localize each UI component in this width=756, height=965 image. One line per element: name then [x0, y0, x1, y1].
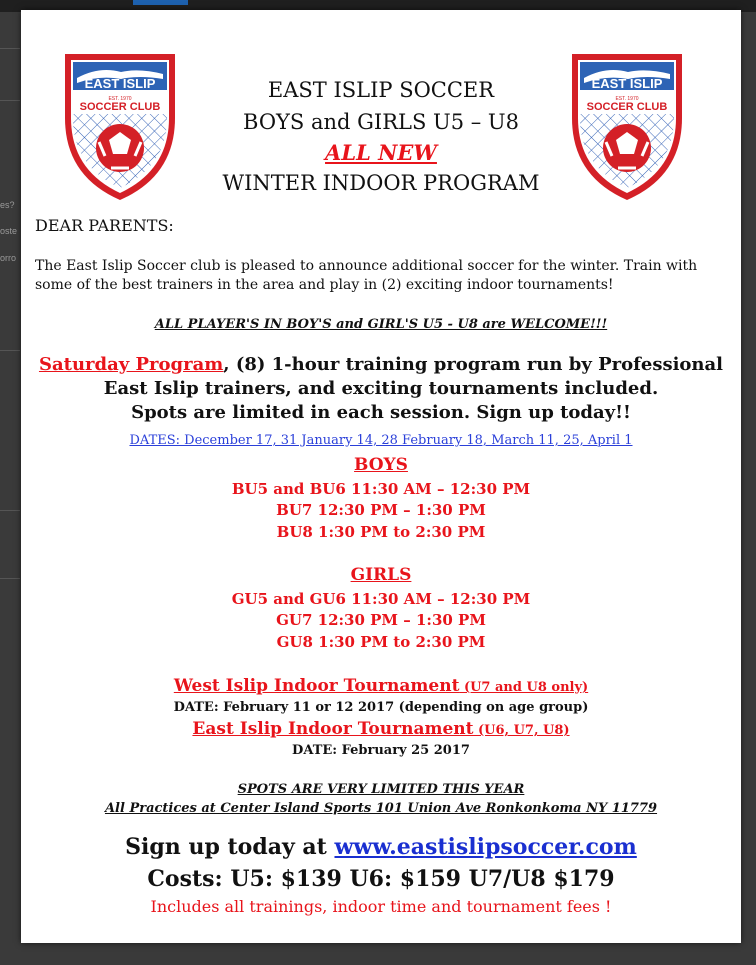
boys-time-3: BU8 1:30 PM to 2:30 PM	[276, 523, 486, 541]
saturday-line-2: East Islip trainers, and exciting tournaments included.	[103, 378, 659, 399]
east-tournament	[21, 719, 741, 739]
background-divider	[0, 578, 20, 579]
boys-time-2: BU7 12:30 PM – 1:30 PM	[276, 501, 486, 519]
includes-line: Includes all trainings, indoor time and tournament fees !	[150, 897, 612, 916]
logo-top-text: EAST ISLIP	[591, 76, 663, 91]
east-tournament-note: (U6, U7, U8)	[473, 723, 570, 738]
background-divider	[0, 48, 20, 49]
background-text-fragment: es?	[0, 200, 15, 210]
program-dates: DATES: December 17, 31 January 14, 28 February 18, March 11, 25, April 1	[129, 433, 633, 448]
background-divider	[0, 350, 20, 351]
girls-time-1: GU5 and GU6 11:30 AM – 12:30 PM	[231, 590, 531, 608]
flyer-image	[21, 10, 741, 943]
logo-bottom-text: SOCCER CLUB	[79, 101, 161, 113]
background-divider	[0, 510, 20, 511]
intro-line-1: The East Islip Soccer club is pleased to announce additional soccer for the winter. Train with	[35, 258, 698, 274]
west-tournament-name: West Islip Indoor Tournament	[173, 676, 460, 696]
west-tournament	[21, 676, 741, 696]
saturday-line-1	[21, 354, 741, 375]
logo-est-text: EST. 1970	[615, 96, 639, 102]
background-text-fragment: orro	[0, 253, 17, 263]
signup-line	[21, 834, 741, 860]
costs-line: Costs: U5: $139 U6: $159 U7/U8 $179	[147, 866, 615, 892]
background-tab-indicator	[133, 0, 188, 5]
west-tournament-date: DATE: February 11 or 12 2017 (depending on age group)	[173, 700, 589, 715]
boys-time-1: BU5 and BU6 11:30 AM – 12:30 PM	[231, 480, 531, 498]
header-line-1: EAST ISLIP SOCCER	[267, 78, 495, 102]
signup-prefix: Sign up today at	[125, 834, 335, 860]
background-divider	[0, 100, 20, 101]
header-all-new: ALL NEW	[325, 140, 437, 165]
intro-line-2: some of the best trainers in the area and play in (2) exciting indoor tournaments!	[35, 277, 614, 293]
girls-time-2: GU7 12:30 PM – 1:30 PM	[276, 611, 486, 629]
girls-title: GIRLS	[350, 565, 412, 585]
background-text-fragment: oste	[0, 226, 18, 236]
welcome-banner: ALL PLAYER'S IN BOY'S and GIRL'S U5 - U8 are WELCOME!!!	[154, 317, 608, 332]
spots-limited-notice: SPOTS ARE VERY LIMITED THIS YEAR	[237, 782, 525, 797]
greeting: DEAR PARENTS:	[35, 216, 174, 235]
saturday-program-label: Saturday Program	[38, 354, 224, 375]
logo-top-text: EAST ISLIP	[84, 76, 156, 91]
girls-time-3: GU8 1:30 PM to 2:30 PM	[276, 633, 486, 651]
boys-title: BOYS	[354, 455, 408, 475]
east-tournament-date: DATE: February 25 2017	[292, 743, 470, 758]
logo-bottom-text: SOCCER CLUB	[586, 101, 668, 113]
west-tournament-note: (U7 and U8 only)	[459, 680, 589, 695]
east-tournament-name: East Islip Indoor Tournament	[192, 719, 474, 739]
logo-est-text: EST. 1970	[108, 96, 132, 102]
saturday-line-3: Spots are limited in each session. Sign up today!!	[131, 402, 631, 423]
saturday-program-text: , (8) 1-hour training program run by Professional	[223, 354, 724, 375]
header-line-4: WINTER INDOOR PROGRAM	[222, 171, 540, 195]
signup-link[interactable]: www.eastislipsoccer.com	[334, 834, 637, 860]
practice-location: All Practices at Center Island Sports 101 Union Ave Ronkonkoma NY 11779	[104, 801, 658, 816]
header-line-2: BOYS and GIRLS U5 – U8	[243, 110, 519, 134]
